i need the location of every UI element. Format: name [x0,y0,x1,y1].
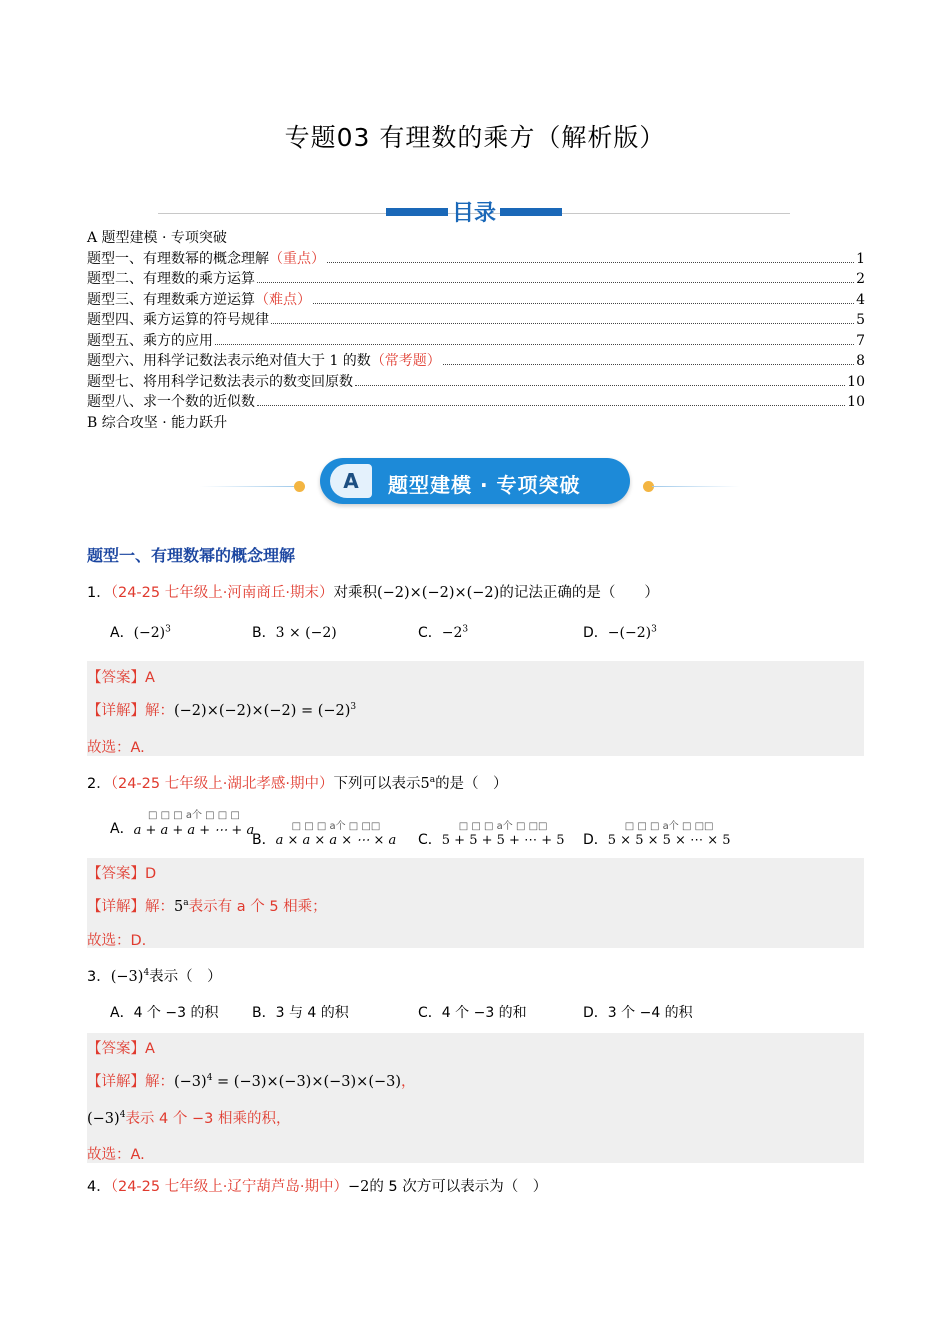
q4-number: 4． [87,1179,111,1195]
detail-sup: 4 [119,1110,126,1121]
toc-leader [257,393,845,406]
toc-item-label: 题型六、用科学记数法表示绝对值大于 1 的数 [87,353,371,369]
q3-answer-line [87,1037,155,1058]
toc-item-label: 题型八、求一个数的近似数 [87,394,255,410]
q1-stem-post: 的记法正确的是（ ） [499,585,659,601]
banner-line-left [200,486,298,487]
toc-item-tag: （常考题） [370,353,441,369]
q3-detail-line [87,1070,416,1091]
banner-dot-left [294,481,305,492]
toc-leader [257,270,854,283]
option-math: 5 + 5 + 5 + ⋯ + 5 [441,833,565,849]
page-title: 专题03 有理数的乘方（解析版） [284,123,666,152]
option-key: B． [252,831,276,848]
q4-source: （24-25 七年级上·辽宁葫芦岛·期中） [110,1179,348,1195]
q2-option-c[interactable] [418,818,565,849]
toc-leader [327,250,854,263]
detail-math: (−3) [174,1074,207,1090]
q2-detail-line [87,895,327,916]
q1-choose: 故选：A. [87,740,145,756]
answer-label: 【答案】 [87,866,145,882]
detail-label: 【详解】 [87,1074,145,1090]
q1-option-c[interactable] [418,622,468,642]
toc-item[interactable] [87,249,865,270]
option-math: a + a + a + ⋯ + a [133,822,255,838]
q1-answer-box [87,661,864,756]
toc-item-label: 题型四、乘方运算的符号规律 [87,312,269,328]
detail-pre: 解： [145,703,174,719]
option-math: a × a × a × ⋯ × a [275,833,397,849]
option-key: A． [110,625,134,641]
option-key: C． [418,831,442,848]
q4-stem-math: −2 [347,1179,370,1195]
option-text: 4 个 −3 的积 [133,1005,219,1021]
option-key: C． [418,1005,442,1021]
q3-stem-sup: 4 [143,968,150,979]
toc-section-b[interactable] [87,413,865,434]
option-math: 3 × (−2) [275,625,337,641]
toc-item[interactable] [87,331,865,352]
toc-item[interactable] [87,372,865,393]
option-key: D． [583,625,608,641]
q3-stem-post: 表示（ ） [149,969,222,985]
option-key: B． [252,1005,276,1021]
detail-label: 【详解】 [87,703,145,719]
q3-choose: 故选：A. [87,1147,145,1163]
toc-page: 10 [847,373,865,390]
q3-option-a[interactable] [110,1002,218,1022]
answer-label: 【答案】 [87,1041,145,1057]
toc-section-a[interactable] [87,228,865,249]
answer-value: A [145,1041,155,1057]
toc-item-label: 题型五、乘方的应用 [87,332,213,349]
answer-label: 【答案】 [87,670,145,686]
toc-section-a-label: A 题型建模 · 专项突破 [87,230,227,246]
detail-post: ， [401,1074,416,1090]
toc-item-label: 题型三、有理数乘方逆运算 [87,291,255,308]
toc-leader [355,373,845,386]
detail-math: (−3) [87,1111,120,1127]
toc-item[interactable] [87,351,865,372]
q1-stem-math: (−2)×(−2)×(−2) [376,585,500,601]
option-key: A． [110,1005,134,1021]
option-text: 4 个 −3 的和 [441,1005,527,1021]
toc-item[interactable] [87,269,865,290]
option-overbrace: □ □ □ a个 □ □□ [624,821,714,832]
toc-page: 4 [856,291,865,308]
q2-stem-sup: a [429,775,436,786]
option-key: D． [583,831,608,848]
q1-option-a[interactable] [110,622,171,642]
banner-line-right [652,486,740,487]
type1-heading: 题型一、有理数幂的概念理解 [87,546,296,565]
toc-heading: 目录 [451,201,496,226]
option-sup: 3 [462,624,469,635]
q3-answer-box [87,1033,864,1163]
option-math: −2 [441,625,463,641]
q2-stem-post: 的是（ ） [435,776,508,792]
q2-option-a[interactable] [110,810,255,838]
detail-sup: 3 [350,702,357,713]
toc-page: 2 [856,271,865,287]
q1-number: 1． [87,585,111,601]
q3-option-c[interactable] [418,1002,527,1022]
option-key: B． [252,625,276,641]
question-2 [87,772,508,793]
option-math: (−2) [133,625,166,641]
question-4 [87,1175,547,1196]
q2-stem-pre: 下列可以表示 [333,776,421,792]
q3-option-b[interactable] [252,1002,349,1022]
q2-answer-line [87,862,156,883]
q3-stem-math: (−3) [110,969,144,985]
q1-stem-pre: 对乘积 [333,585,377,601]
option-sup: 3 [651,624,657,635]
section-a-banner [200,458,740,510]
toc-banner [158,196,790,230]
toc-item-label: 题型一、有理数幂的概念理解 [87,250,269,267]
toc-page: 7 [856,332,865,349]
detail-post: 表示 4 个 −3 相乘的积， [125,1111,291,1127]
q1-answer-line [87,666,155,687]
detail-pre: 解： [145,899,174,915]
toc-item[interactable] [87,392,865,413]
option-text: 3 个 −4 的积 [607,1005,693,1021]
q1-option-d[interactable] [583,622,657,642]
q1-source: （24-25 七年级上·河南商丘·期末） [110,585,334,601]
detail-math: (−2)×(−2)×(−2) = (−2) [174,703,351,719]
q2-stem-math: 5 [420,776,430,792]
q1-detail-line [87,699,356,720]
toc-item-tag: （重点） [269,250,325,267]
toc-leader [313,291,854,304]
toc-leader [271,311,854,324]
toc-item[interactable] [87,290,865,311]
question-3 [87,965,222,986]
q2-number: 2． [87,776,111,792]
q2-choose: 故选：D. [87,933,147,949]
toc-item-tag: （难点） [255,291,311,308]
toc-section-b-label: B 综合攻坚 · 能力跃升 [87,414,228,431]
toc-leader [443,352,854,365]
toc-page: 1 [856,250,865,267]
toc-page: 5 [856,312,865,328]
detail-sup: a [183,898,189,909]
toc-leader [215,332,854,345]
option-math: 5 × 5 × 5 × ⋯ × 5 [607,833,731,849]
question-1 [87,581,659,602]
toc-page: 8 [856,353,865,369]
detail-math-expansion: = (−3)×(−3)×(−3)×(−3) [212,1074,402,1090]
q1-option-b[interactable] [252,622,337,642]
toc-item-label: 题型二、有理数的乘方运算 [87,271,255,287]
option-overbrace: □ □ □ a个 □ □□ [458,821,548,832]
option-overbrace: □ □ □ a个 □ □□ [291,821,381,832]
q3-detail-line-2 [87,1107,290,1128]
option-math: −(−2) [607,625,652,641]
detail-math: 5 [174,899,184,915]
q2-answer-box [87,858,864,948]
table-of-contents [87,228,865,433]
option-overbrace: □ □ □ a个 □ □ □ [147,810,240,822]
option-key: C． [418,625,442,641]
q2-source: （24-25 七年级上·湖北孝感·期中） [110,776,334,792]
q4-stem-post: 的 5 次方可以表示为（ ） [369,1179,548,1195]
answer-value: D [145,866,157,882]
banner-letter: A [330,464,372,498]
detail-post: 表示有 a 个 5 相乘； [188,899,327,915]
detail-pre: 解： [145,1074,174,1090]
option-key: A． [110,821,134,837]
detail-sup: 4 [206,1073,213,1084]
q2-option-b[interactable] [252,818,396,849]
option-key: D． [583,1005,608,1021]
answer-value: A [145,670,155,686]
toc-item-label: 题型七、将用科学记数法表示的数变回原数 [87,373,353,390]
q3-option-d[interactable] [583,1002,693,1022]
toc-page: 10 [847,394,865,410]
detail-label: 【详解】 [87,899,145,915]
option-text: 3 与 4 的积 [275,1005,349,1021]
q3-number: 3． [87,969,111,985]
toc-item[interactable] [87,310,865,331]
q2-option-d[interactable] [583,818,731,849]
banner-text: 题型建模 · 专项突破 [388,473,581,497]
option-sup: 3 [165,624,171,635]
